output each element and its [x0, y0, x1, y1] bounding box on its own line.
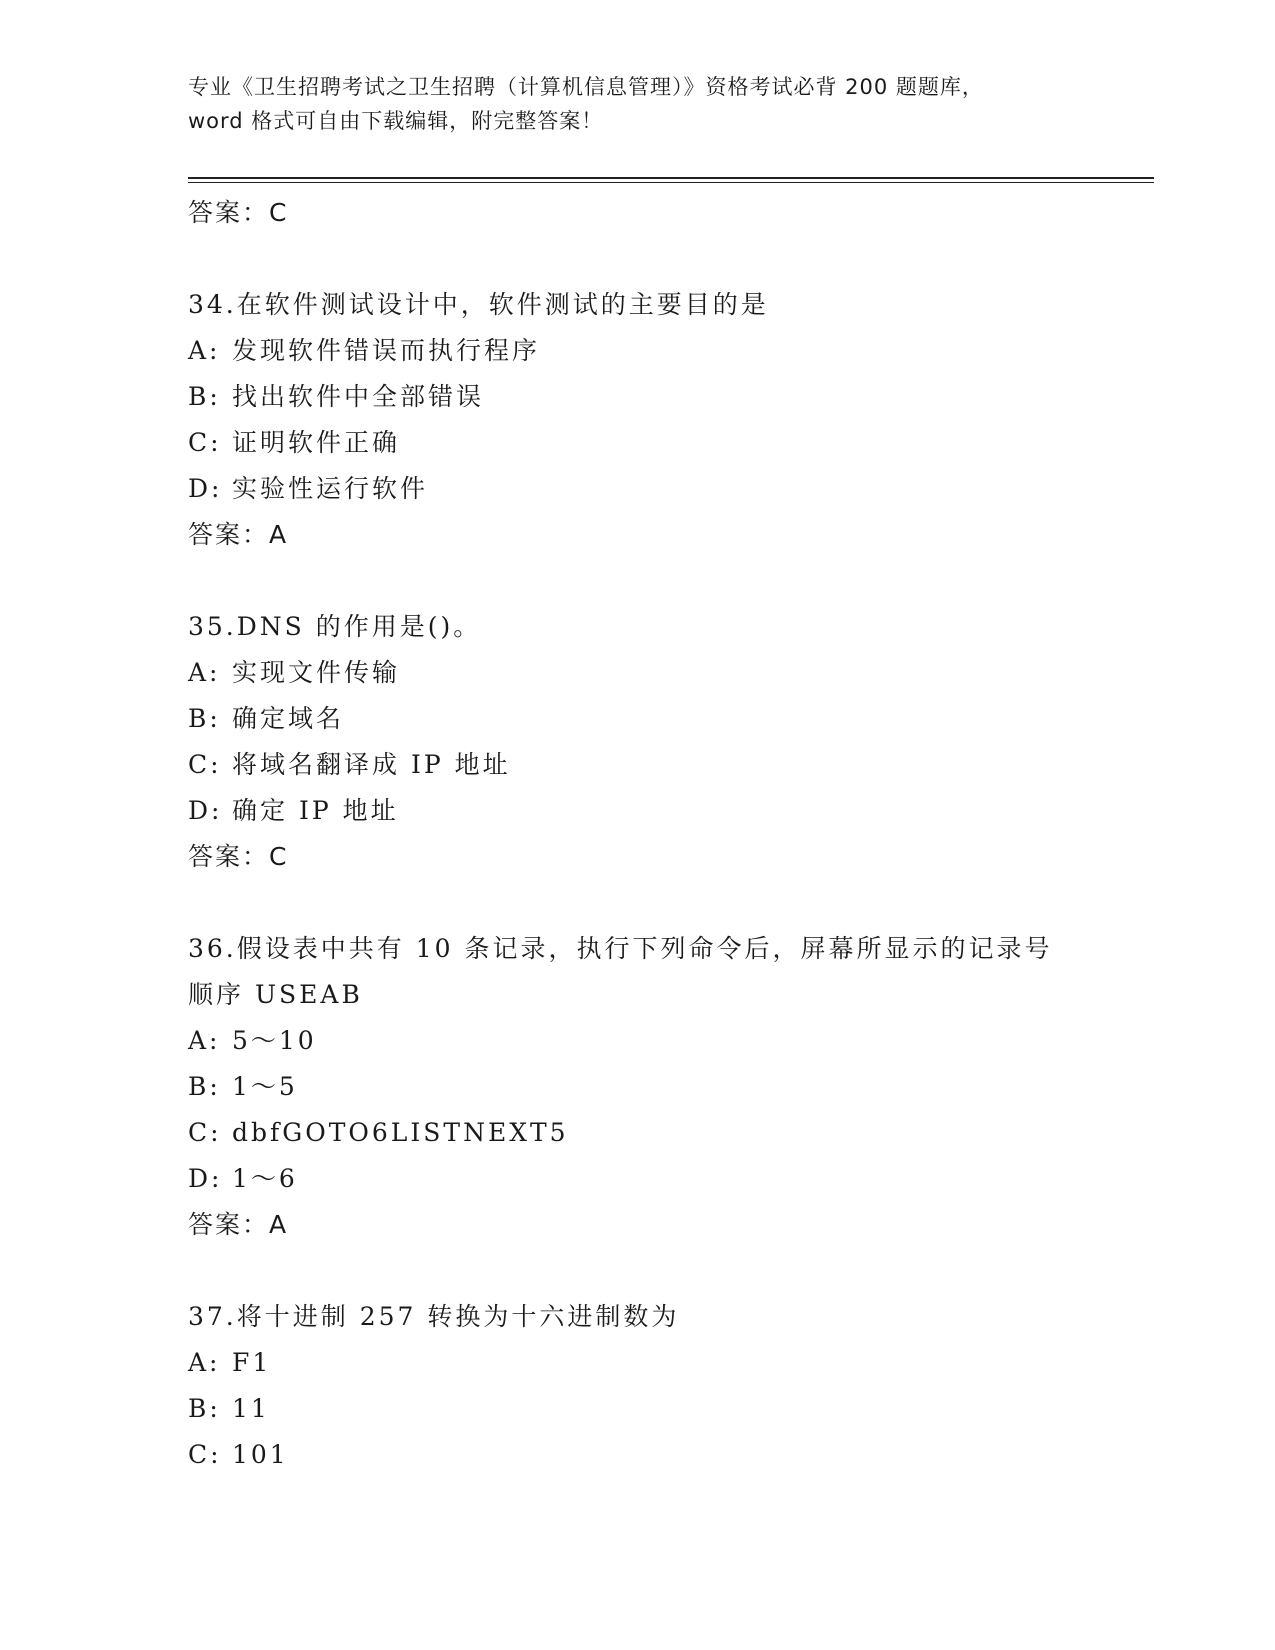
option-c [188, 1432, 1088, 1478]
option-text: 101 [232, 1440, 289, 1469]
spacer [188, 558, 1088, 604]
option-label: A: [188, 1348, 221, 1377]
option-b [188, 1386, 1088, 1432]
option-a [188, 650, 1088, 696]
option-a [188, 1340, 1088, 1386]
header-divider-thick [188, 177, 1154, 179]
option-label: C: [188, 428, 222, 457]
question-block [188, 926, 1088, 1248]
option-label: D: [188, 796, 223, 825]
document-header [188, 70, 1088, 138]
option-text: 证明软件正确 [232, 428, 401, 457]
option-b [188, 374, 1088, 420]
option-label: B: [188, 1394, 221, 1423]
option-text: 1～6 [232, 1164, 298, 1193]
question-text-line: 37.将十进制 257 转换为十六进制数为 [188, 1302, 680, 1331]
option-text: 找出软件中全部错误 [232, 382, 485, 411]
spacer [188, 1248, 1088, 1294]
option-d [188, 466, 1088, 512]
option-label: C: [188, 750, 222, 779]
option-a [188, 1018, 1088, 1064]
option-label: D: [188, 474, 223, 503]
question-text [188, 604, 1088, 650]
option-text: 11 [232, 1394, 270, 1423]
option-text: 1～5 [232, 1072, 298, 1101]
option-label: B: [188, 382, 221, 411]
option-text: 将域名翻译成 IP 地址 [232, 750, 511, 779]
option-b [188, 1064, 1088, 1110]
option-label: A: [188, 1026, 221, 1055]
option-text: F1 [232, 1348, 272, 1377]
option-c [188, 420, 1088, 466]
question-text [188, 926, 1088, 1018]
option-label: D: [188, 1164, 223, 1193]
option-text: 确定域名 [232, 704, 345, 733]
answer-line: 答案：C [188, 842, 289, 871]
question-text [188, 1294, 1088, 1340]
question-block [188, 282, 1088, 558]
answer-line: 答案：C [188, 198, 289, 227]
header-line-2: word 格式可自由下载编辑，附完整答案！ [188, 109, 604, 133]
option-text: dbfGOTO6LISTNEXT5 [232, 1118, 569, 1147]
option-label: A: [188, 336, 221, 365]
option-label: C: [188, 1440, 222, 1469]
option-label: B: [188, 704, 221, 733]
option-text: 确定 IP 地址 [232, 796, 399, 825]
option-d [188, 788, 1088, 834]
question-text-line: 34.在软件测试设计中，软件测试的主要目的是 [188, 290, 769, 319]
header-divider-thin [188, 182, 1154, 183]
question-text-line: 顺序 USEAB [188, 980, 363, 1009]
answer-line: 答案：A [188, 520, 289, 549]
header-line-1: 专业《卫生招聘考试之卫生招聘（计算机信息管理）》资格考试必背 200 题题库， [188, 75, 984, 99]
spacer [188, 236, 1088, 282]
question-text [188, 282, 1088, 328]
option-d [188, 1156, 1088, 1202]
option-c [188, 1110, 1088, 1156]
option-c [188, 742, 1088, 788]
option-label: A: [188, 658, 221, 687]
document-body [188, 190, 1088, 1478]
option-text: 5～10 [232, 1026, 317, 1055]
question-text-line: 35.DNS 的作用是()。 [188, 612, 482, 641]
answer-line: 答案：A [188, 1210, 289, 1239]
spacer [188, 880, 1088, 926]
option-text: 发现软件错误而执行程序 [232, 336, 541, 365]
option-a [188, 328, 1088, 374]
question-text-line: 36.假设表中共有 10 条记录，执行下列命令后，屏幕所显示的记录号 [188, 934, 1053, 963]
option-text: 实现文件传输 [232, 658, 401, 687]
question-block [188, 604, 1088, 880]
option-text: 实验性运行软件 [232, 474, 429, 503]
option-label: B: [188, 1072, 221, 1101]
option-label: C: [188, 1118, 222, 1147]
option-b [188, 696, 1088, 742]
question-block [188, 1294, 1088, 1478]
